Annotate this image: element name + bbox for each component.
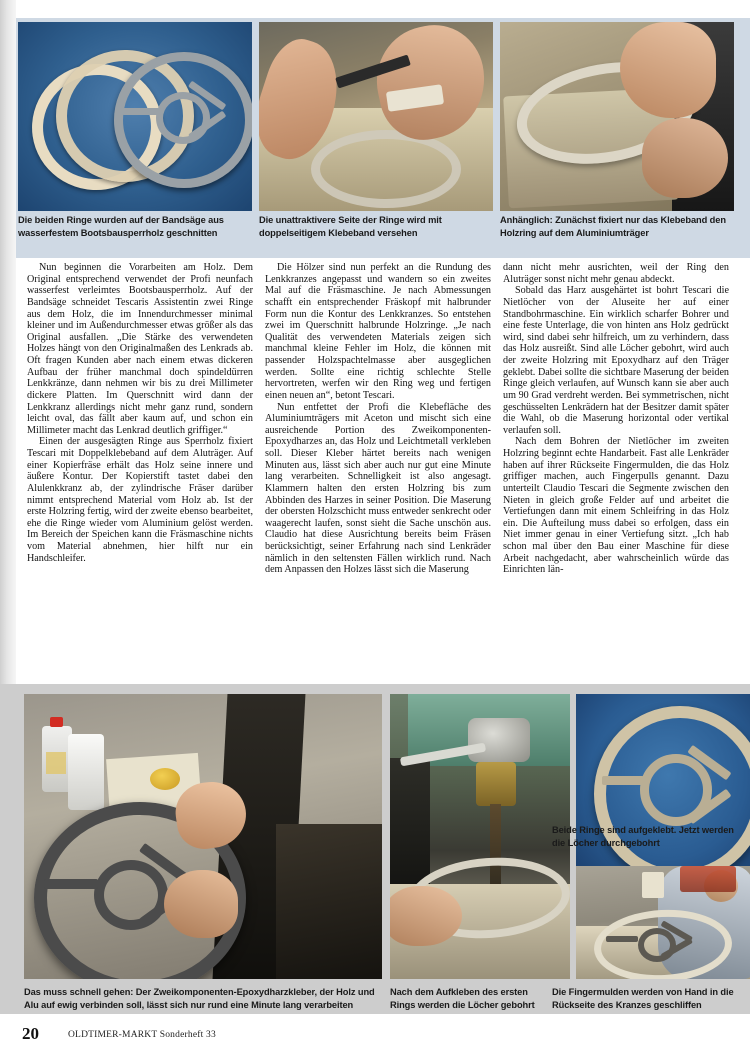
paragraph: dann nicht mehr ausrichten, weil der Ring den Aluträger sonst nicht mehr genau abdeckt. [503,262,729,285]
text-column-3 [503,262,729,682]
caption-epoxy-glue: Das muss schnell gehen: Der Zweikomponenten-Epoxydharzkleber, der Holz und Alu auf ewig verbinden soll, lässt sich nur rund eine Minute lang verarbeiten [24,987,375,1010]
photo-hand-sanding-fingerpulls [576,866,750,979]
paragraph: Nach dem Bohren der Nietlöcher im zweiten Holzring beginnt echte Handarbeit. Fast alle Lenkräder haben auf ihrer Rückseite Fingermulden, die das Holz griffiger machen, auch Fingerpulls genannt. Dazu unterteilt Claudio Tescari die Segmente zwischen den Nieten in gleich große Felder auf und arbeitet die Vertiefungen dann mit einem Schleifring in das Holz ein. Die Aufteilung muss dabei so erfolgen, dass ein Niet immer genau in einer Vertiefung sitzt. „Ich hab schon mal über den Bau einer Maschine für diese Arbeit nachgedacht, aber wahrscheinlich würde das Einrichten län- [503,436,729,576]
caption-hand-sanding: Die Fingermulden werden von Hand in die Rückseite des Kranzes geschliffen [552,987,734,1010]
paragraph: Sobald das Harz ausgehärtet ist bohrt Tescari die Nietlöcher von der Aluseite her auf einer Standbohrmaschine. Ein wirklich scharfer Bohrer und eine feste Unterlage, die von hinten ans Holz gedrückt wird, sind dabei sehr hilfreich, um zu verhindern, dass das Holz ausreißt. Sind alle Löcher gebohrt, wird auch der zweite Holzring mit Epoxydharz auf den Träger geklebt. Dabei sollte die sichtbare Maserung der beiden Ringe gleich verlaufen, auf Wunsch kann sie aber auch um 90 Grad verdreht werden. Bei symmetrischen, nicht geschüsselten Lenkrädern hat der Besitzer damit später die Wahl, ob die Maserung horizontal oder vertikal verlaufen soll. [503,285,729,436]
photo-two-plywood-rings-on-blue [18,22,252,211]
text-column-2 [265,262,491,682]
caption-both-rings-glued: Beide Ringe sind aufgeklebt. Jetzt werden die Löcher durchgebohrt [552,825,734,848]
photo-drill-press-holes [390,694,570,979]
paragraph: Nun beginnen die Vorarbeiten am Holz. Dem Original entsprechend verwendet der Profi neunfach wasserfest verleimtes Bootsbausperrholz. Auf der Bandsäge schneidet Tescaris Assistentin zwei Ringe aus dem Holz, die im Innendurchmesser minimal kleiner und im Außendurchmesser etwas größer als das Original ausfallen. „Die Stärke des verwendeten Holzes hängt von den Originalmaßen des Lenkrads ab. Oft fragen Kunden aber nach einem etwas dickeren Aufbau der früher manchmal doch spindeldürren Lenkkränze, dann nehmen wir bis zu drei Millimeter dickere Platten. Im Querschnitt wird dann der Lenkkranz allerdings nicht mehr ganz rund, sondern leicht oval, das fällt aber kaum auf, und schon ein Millimeter macht das Lenkrad deutlich griffiger.“ [27,262,253,436]
publication-imprint: OLDTIMER-MARKT Sonderheft 33 [68,1030,216,1040]
paragraph: Einen der ausgesägten Ringe aus Sperrholz fixiert Tescari mit Doppelklebeband auf dem Aluträger. Auf einer Kopierfräse erhält das Holz seine innere und äußere Kontur. Der Kopierstift tastet dabei den Alulenkkranz ab, der zylindrische Fräser darüber nimmt entsprechend Material vom Holz ab. Ist der erste Holzring fertig, wird der zweite ebenso bearbeitet, ehe die Ringe wieder vom Aluminium gelöst werden. Im Bereich der Speichen kann die Fräsmaschine nichts vom Material abnehmen, hier hilft nur ein Handschleifer. [27,436,253,564]
caption-ring-on-alu-carrier: Anhänglich: Zunächst fixiert nur das Klebeband den Holzring auf dem Aluminiumträger [500,215,726,238]
caption-two-plywood-rings: Die beiden Ringe wurden auf der Bandsäge aus wasserfestem Bootsbausperrholz geschnitten [18,215,224,238]
photo-applying-double-sided-tape [259,22,493,211]
photo-epoxy-glue-workbench [24,694,382,979]
page-top-edge [0,0,750,18]
top-caption-row [18,214,734,252]
caption-drill-press: Nach dem Aufkleben des ersten Rings werden die Löcher gebohrt [390,987,535,1010]
paragraph: Nun entfettet der Profi die Klebefläche des Aluminiumträgers mit Aceton und mischt sich eine ausreichende Portion des Zweikomponenten-Epoxydharzes an, das Holz und Leichtmetall verkleben soll. Dieser Kleber härtet bereits nach wenigen Minuten aus, lässt sich aber auch nur gut eine Minute lang verarbeiten. Schnelligkeit ist also angesagt. Klammern halten den ersten Holzring bis zum Abbinden des Harzes in seiner Position. Die Maserung der obersten Holzschicht muss entweder senkrecht oder waagerecht laufen, sonst sieht die Sache unschön aus. Claudio hat diese Ausrichtung bereits beim Fräsen berücksichtigt, seiner Erfahrung nach sind Lenkräder nämlich in den seltensten Fällen wirklich rund. Nach dem Anpassen den Holzes lässt sich die Maserung [265,401,491,576]
text-column-1 [27,262,253,682]
article-body [27,262,731,682]
paragraph: Die Hölzer sind nun perfekt an die Rundung des Lenkkranzes angepasst und wandern so ein zweites Mal auf die Fräsmaschine. Je nach Abmessungen schafft ein entsprechender Fräskopf mit halbrunder Form nun die Kontur des Lenkkranzes. So entstehen zwei im Querschnitt halbrunde Holzringe. „Je nach Qualität des verwendeten Materials zeigen sich manchmal kleine Fehler im Holz, die können mit passender Holzspachtelmasse aber ausgeglichen werden. Sollte eine richtig schlechte Stelle hervortreten, werfen wir den Ring weg und fertigen einen neuen an“, betont Tescari. [265,262,491,401]
caption-double-sided-tape: Die unattraktivere Seite der Ringe wird mit doppelseitigem Klebeband versehen [259,215,442,238]
top-photo-row [18,22,734,211]
page-number: 20 [22,1024,39,1043]
photo-wood-ring-fixed-on-alu-carrier [500,22,734,211]
